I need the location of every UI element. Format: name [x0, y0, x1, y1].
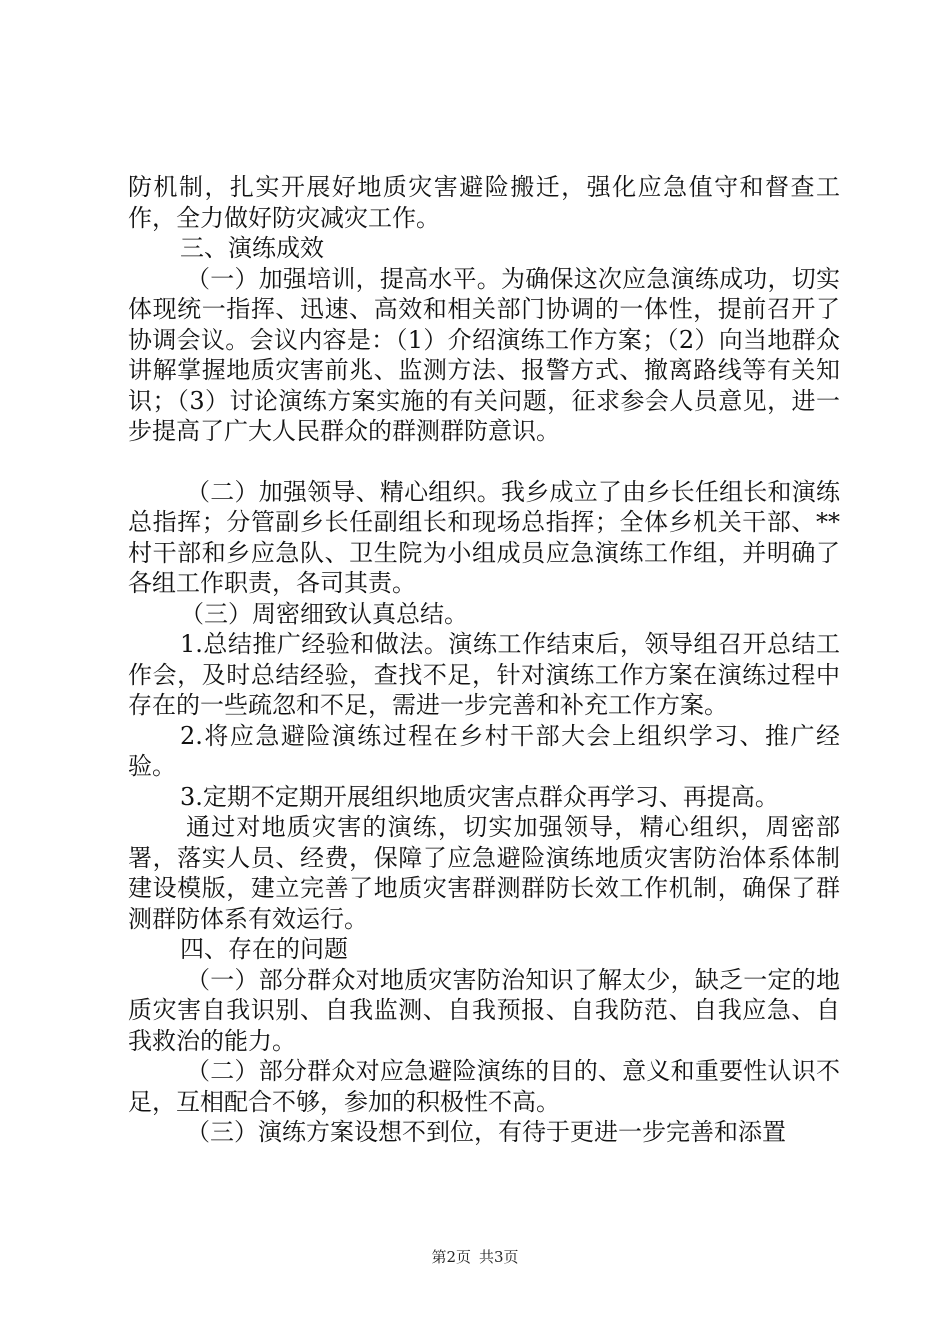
list-item: 1.总结推广经验和做法。演练工作结束后，领导组召开总结工作会，及时总结经验，查找不足，针对演练工作方案在演练过程中存在的一些疏忽和不足，需进一步完善和补充工作方案。: [128, 630, 840, 719]
page-footer: [0, 1246, 950, 1267]
subsection-heading: （三）周密细致认真总结。: [180, 599, 468, 628]
paragraph: 通过对地质灾害的演练，切实加强领导，精心组织，周密部署，落实人员、经费，保障了应急避险演练地质灾害防治体系体制建设模版，建立完善了地质灾害群测群防长效工作机制，确保了群测群防体系有效运行。: [128, 813, 840, 933]
paragraph: （三）演练方案设想不到位，有待于更进一步完善和添置: [186, 1118, 786, 1146]
page-number: 第2页: [431, 1248, 471, 1266]
section-heading: 四、存在的问题: [180, 935, 348, 963]
page-total: 共3页: [479, 1248, 519, 1266]
list-item: 2.将应急避险演练过程在乡村干部大会上组织学习、推广经验。: [128, 721, 840, 780]
paragraph: （一）加强培训，提高水平。为确保这次应急演练成功，切实体现统一指挥、迅速、高效和相关部门协调的一体性，提前召开了协调会议。会议内容是：（1）介绍演练工作方案；（2）向当地群众讲解掌握地质灾害前兆、监测方法、报警方式、撤离路线等有关知识；（3）讨论演练方案实施的有关问题，征求参会人员意见，进一步提高了广大人民群众的群测群防意识。: [128, 264, 840, 445]
list-item: 3.定期不定期开展组织地质灾害点群众再学习、再提高。: [180, 782, 779, 811]
paragraph: （二）加强领导、精心组织。我乡成立了由乡长任组长和演练总指挥；分管副乡长任副组长和现场总指挥；全体乡机关干部、**村干部和乡应急队、卫生院为小组成员应急演练工作组，并明确了各组工作职责，各司其责。: [128, 477, 840, 597]
section-heading: 三、演练成效: [180, 234, 324, 262]
document-body: [128, 172, 840, 1148]
paragraph: 防机制，扎实开展好地质灾害避险搬迁，强化应急值守和督查工作，全力做好防灾减灾工作。: [128, 173, 840, 232]
paragraph: （一）部分群众对地质灾害防治知识了解太少，缺乏一定的地质灾害自我识别、自我监测、自我预报、自我防范、自我应急、自我救治的能力。: [128, 965, 840, 1055]
paragraph: （二）部分群众对应急避险演练的目的、意义和重要性认识不足，互相配合不够，参加的积极性不高。: [128, 1057, 840, 1116]
